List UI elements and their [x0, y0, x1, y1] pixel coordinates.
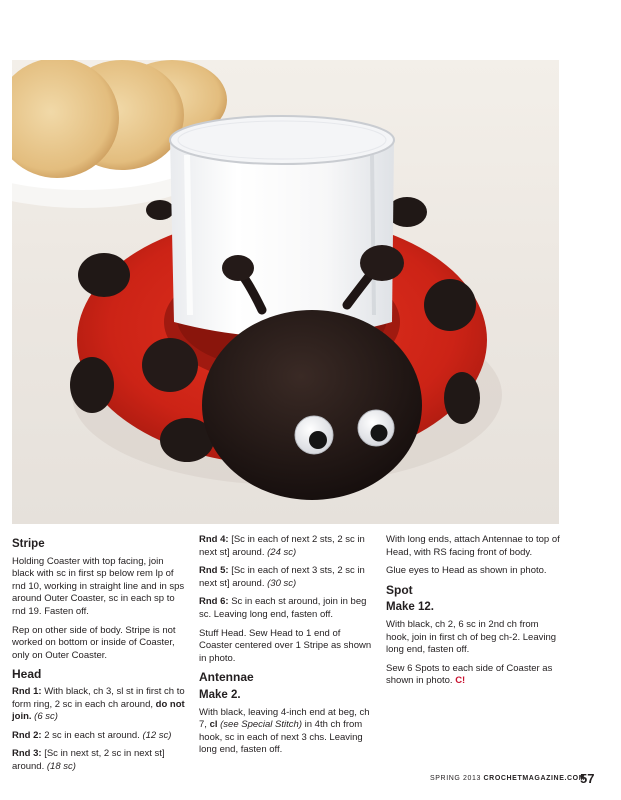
footer-site: CROCHETMAGAZINE.COM: [483, 775, 586, 782]
rnd-1-text: With black, ch 3, sl st in first ch to form ring, 2 sc in each ch around,: [12, 685, 185, 710]
end-mark-logo: C!: [455, 675, 466, 687]
rnd-6-text: Sc in each st around, join in beg sc. Leaving long end, fasten off.: [199, 596, 367, 620]
head-rnd-4: [199, 534, 375, 559]
spot-paragraph: With black, ch 2, 6 sc in 2nd ch from hook, join in first ch of beg ch-2. Leaving long end, fasten off.: [386, 618, 557, 656]
antennae-text-a: With black, leaving 4-inch end at beg, ch 7,: [199, 706, 370, 731]
sew-spots-text: Sew 6 Spots to each side of Coaster as shown in photo.: [386, 662, 553, 687]
page-number: 57: [580, 771, 595, 786]
head-rnd-5: [199, 565, 375, 590]
stripe-heading: Stripe: [12, 538, 45, 550]
antennae-heading: Antennae: [199, 670, 254, 685]
stripe-paragraph-1: Holding Coaster with top facing, join black with sc in first sp below rem lp of rnd 10, working in straight line and in sps around Outer Coaster, sc in each sp to rnd 19. Fasten off.: [12, 555, 185, 617]
rnd-3-label: Rnd 3:: [12, 748, 42, 760]
spot-heading: Spot: [386, 582, 413, 597]
rnd-4-count: (24 sc): [267, 546, 297, 558]
rnd-2-label: Rnd 2:: [12, 729, 42, 741]
head-rnd-6: [199, 596, 375, 621]
sew-spots-paragraph: [386, 663, 562, 688]
rnd-4-text: [Sc in each of next 2 sts, 2 sc in next st] around.: [199, 534, 365, 558]
rnd-5-label: Rnd 5:: [199, 565, 229, 577]
page-footer: [430, 775, 585, 782]
column-1: [12, 534, 188, 780]
rnd-5-text: [Sc in each of next 3 sts, 2 sc in next st] around.: [199, 565, 365, 589]
glue-eyes-paragraph: Glue eyes to Head as shown in photo.: [386, 565, 547, 577]
rnd-3-count: (18 sc): [46, 760, 76, 772]
rnd-6-label: Rnd 6:: [199, 596, 229, 608]
rnd-2-count: (12 sc): [142, 729, 172, 741]
antennae-paragraph: [199, 707, 375, 757]
head-rnd-2: [12, 730, 188, 743]
antennae-cl: cl: [209, 719, 218, 731]
rnd-5-count: (30 sc): [267, 577, 297, 589]
rnd-3-text: [Sc in next st, 2 sc in next st] around.: [12, 748, 165, 772]
stripe-paragraph-2: Rep on other side of body. Stripe is not worked on bottom or inside of Coaster, only on Outer Coaster.: [12, 624, 176, 661]
attach-antennae-paragraph: With long ends, attach Antennae to top of Head, with RS facing front of body.: [386, 534, 560, 558]
head-rnd-3: [12, 748, 188, 773]
antennae-text-b: in 4th ch from hook, sc in each of next 3 chs. Leaving long end, fasten off.: [199, 719, 363, 756]
rnd-1-label: Rnd 1:: [12, 685, 42, 697]
stuff-head-paragraph: Stuff Head. Sew Head to 1 end of Coaster centered over 1 Stripe as shown in photo.: [199, 627, 372, 664]
antennae-make-count: Make 2.: [199, 688, 241, 701]
antennae-special: (see Special Stitch): [217, 719, 302, 731]
rnd-1-count: (6 sc): [31, 711, 58, 723]
footer-issue: SPRING 2013: [430, 775, 481, 782]
column-3: [386, 534, 562, 694]
rnd-4-label: Rnd 4:: [199, 534, 229, 545]
head-heading: Head: [12, 667, 42, 682]
head-rnd-1: [12, 686, 188, 724]
rnd-2-text: 2 sc in each st around.: [41, 729, 143, 741]
spot-make-count: Make 12.: [386, 601, 434, 614]
column-2: [199, 534, 375, 763]
rnd-1-bold: do not join.: [12, 698, 185, 723]
ladybug-coaster-photo: [12, 60, 559, 524]
